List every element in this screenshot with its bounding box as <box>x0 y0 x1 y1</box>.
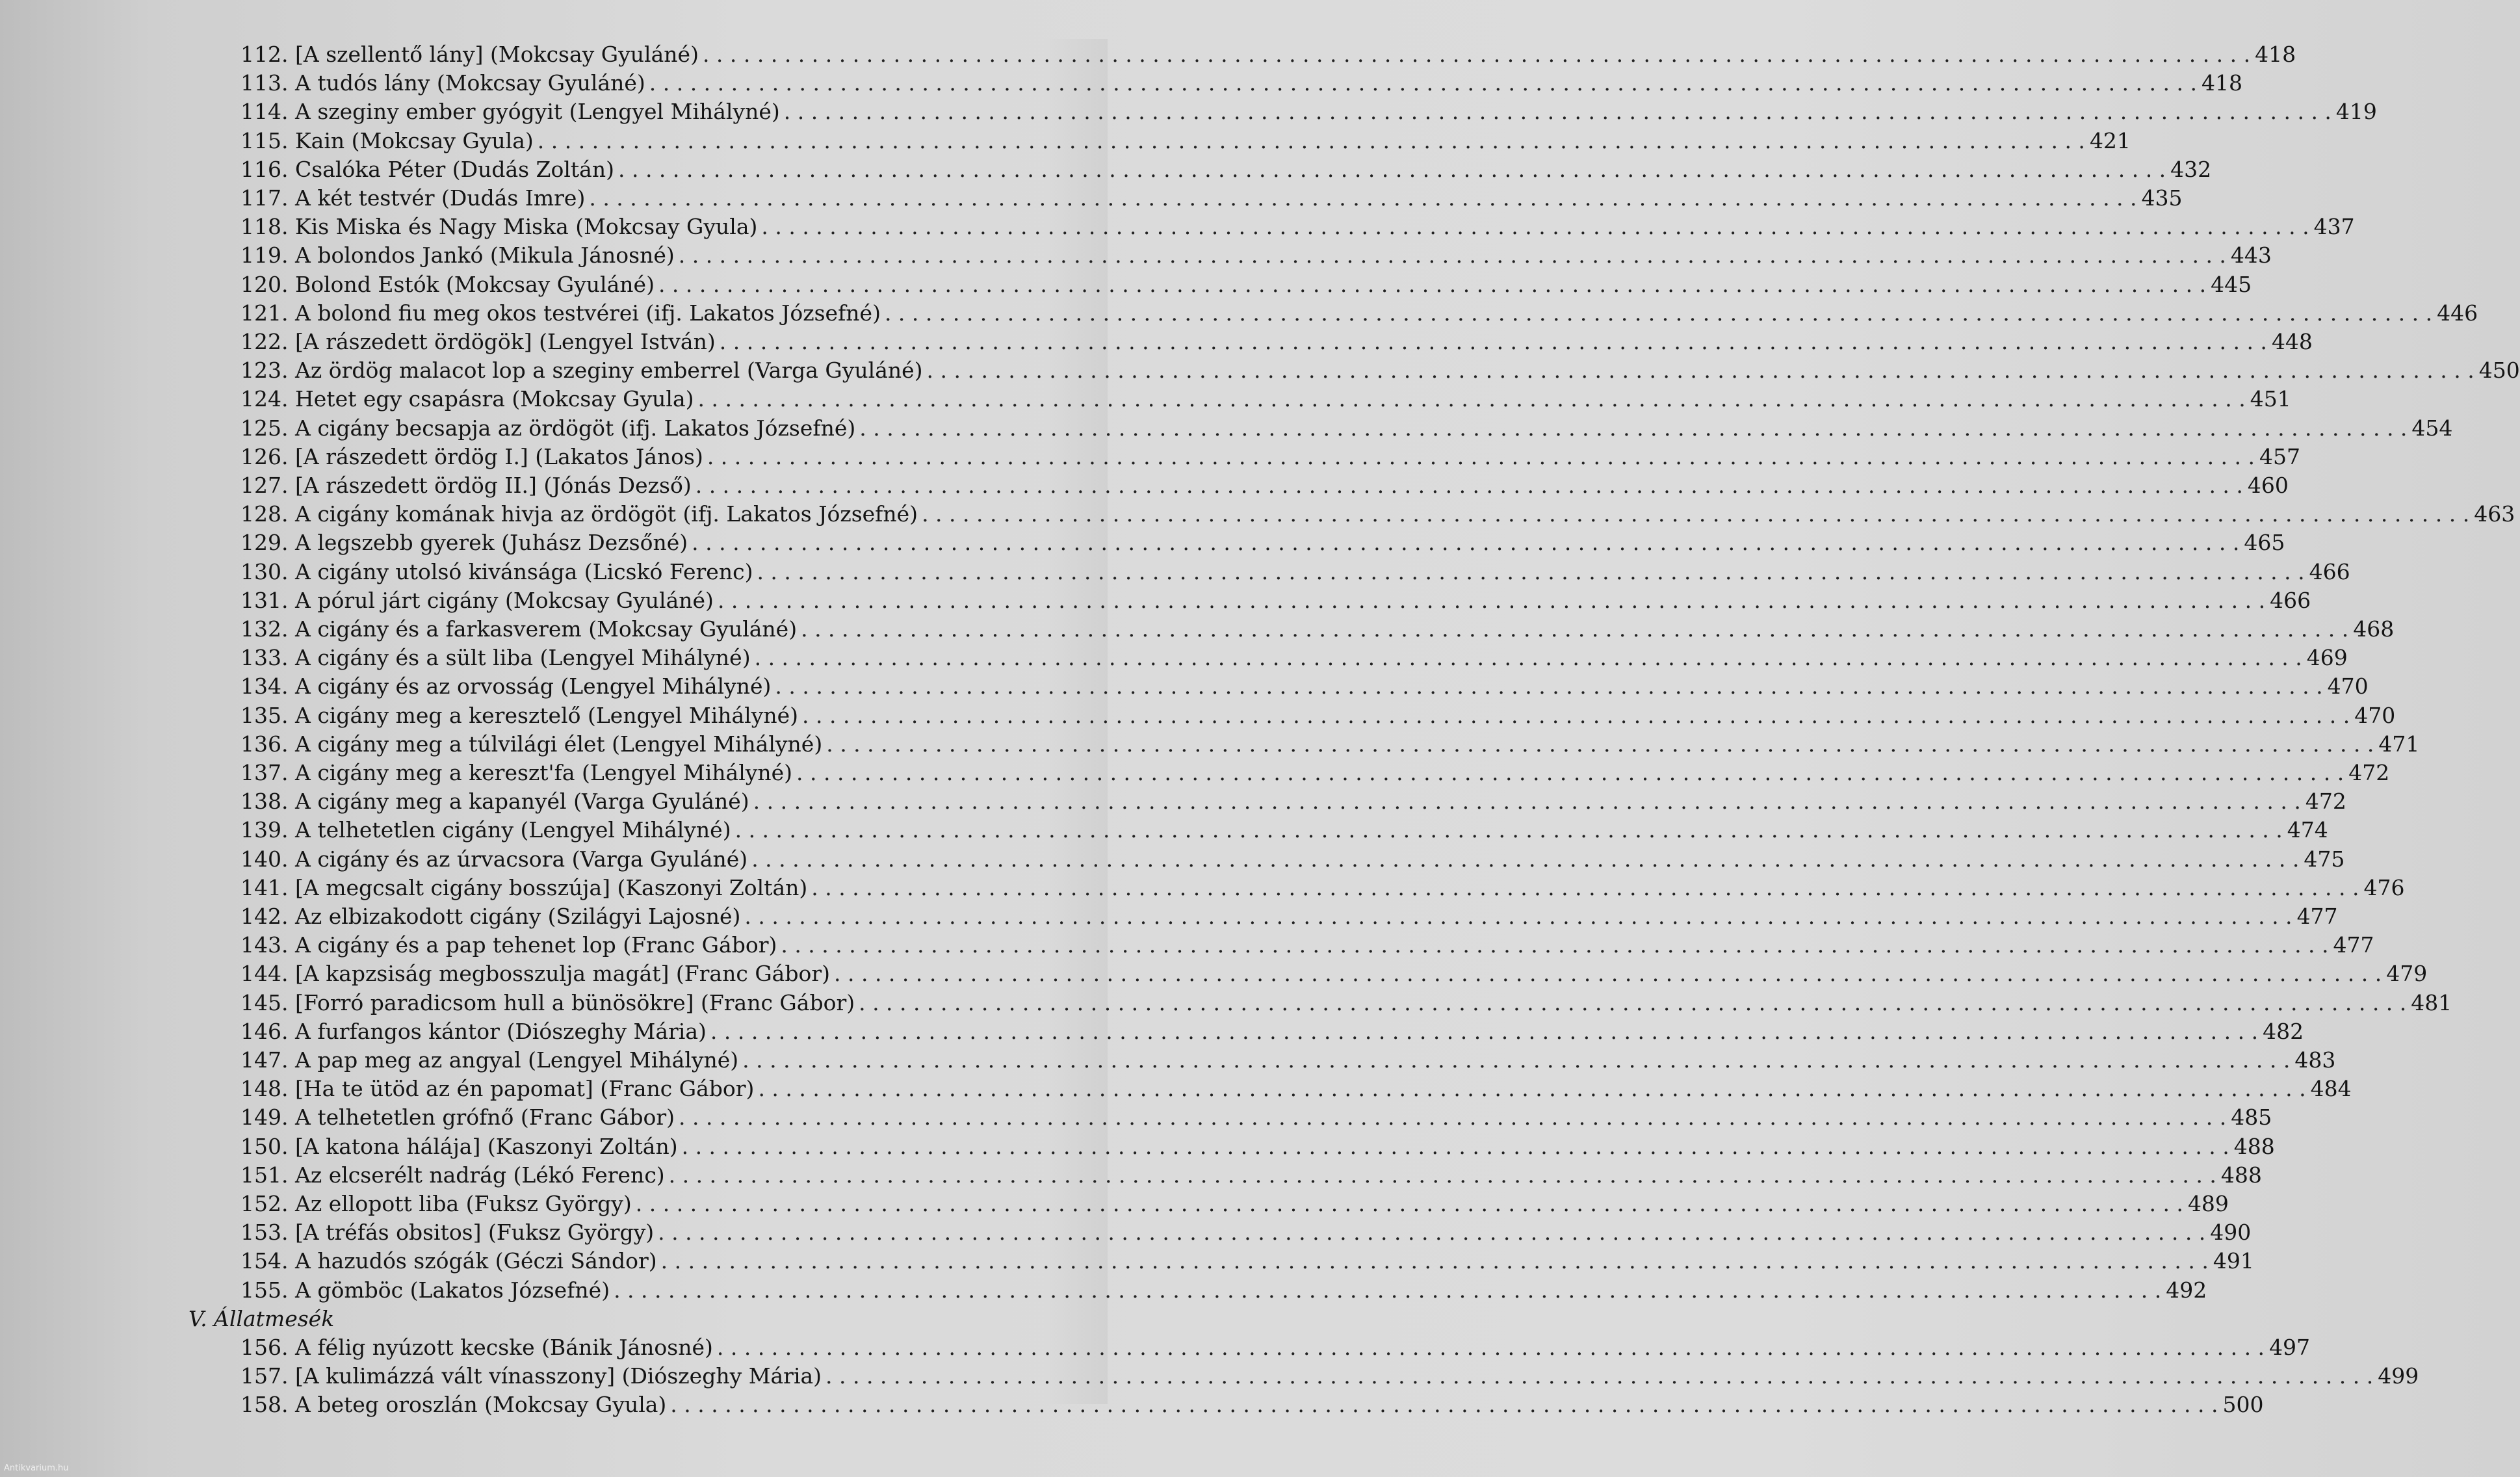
entry-number: 146. <box>240 1018 289 1044</box>
dot-leader <box>713 1333 2265 1362</box>
entry-number: 141. <box>240 874 289 900</box>
entry-number: 137. <box>240 760 289 785</box>
entry-page-number: 465 <box>2244 530 2285 556</box>
dot-leader <box>692 471 2243 500</box>
toc-entry <box>240 902 2338 931</box>
entry-page-number: 466 <box>2270 587 2311 613</box>
entry-title: A telhetetlen cigány (Lengyel Mihályné) <box>295 817 731 843</box>
entry-title: A furfangos kántor (Diószeghy Mária) <box>295 1018 707 1044</box>
dot-leader <box>792 759 2344 787</box>
entry-number: 151. <box>240 1162 289 1188</box>
entry-page-number: 477 <box>2296 904 2338 929</box>
entry-title: Az ördög malacot lop a szeginy emberrel (Varga Gyuláné) <box>295 358 923 384</box>
toc-entry <box>240 127 2131 155</box>
entry-page-number: 445 <box>2211 271 2252 297</box>
entry-number: 115. <box>240 127 289 153</box>
dot-leader <box>657 1247 2209 1275</box>
dot-leader <box>678 1132 2229 1161</box>
entry-page-number: 489 <box>2187 1191 2229 1216</box>
entry-page-number: 483 <box>2294 1047 2336 1073</box>
entry-page-number: 472 <box>2305 789 2346 815</box>
toc-entry <box>240 529 2285 557</box>
entry-page-number: 451 <box>2250 386 2291 412</box>
entry-page-number: 484 <box>2310 1076 2352 1102</box>
entry-title: [Forró paradicsom hull a bünösökre] (Franc Gábor) <box>295 989 855 1015</box>
entry-page-number: 470 <box>2327 673 2369 699</box>
entry-page-number: 437 <box>2313 214 2355 240</box>
dot-leader <box>688 529 2239 557</box>
entry-number: 113. <box>240 70 289 96</box>
toc-entry <box>240 213 2355 241</box>
entry-number: 145. <box>240 989 289 1015</box>
toc-entry <box>240 1161 2262 1190</box>
entry-number: 121. <box>240 300 289 326</box>
entry-page-number: 460 <box>2247 473 2289 498</box>
toc-entry <box>240 69 2242 98</box>
toc-entry <box>240 1276 2207 1305</box>
entry-title: A beteg oroszlán (Mokcsay Gyula) <box>295 1392 667 1418</box>
toc-entry <box>240 443 2301 471</box>
dot-leader <box>780 98 2332 126</box>
entry-page-number: 482 <box>2263 1018 2304 1044</box>
toc-entry <box>240 328 2313 356</box>
entry-number: 128. <box>240 501 289 527</box>
dot-leader <box>777 931 2328 960</box>
entry-page-number: 497 <box>2269 1335 2311 1360</box>
entry-title: A két testvér (Dudás Imre) <box>295 185 586 211</box>
entry-title: Az elcserélt nadrág (Lékó Ferenc) <box>295 1162 665 1188</box>
toc-entry <box>240 385 2291 413</box>
entry-page-number: 468 <box>2353 616 2395 642</box>
entry-number: 114. <box>240 99 289 125</box>
dot-leader <box>822 730 2374 759</box>
entry-number: 124. <box>240 386 289 412</box>
entry-page-number: 443 <box>2230 242 2272 268</box>
dot-leader <box>881 299 2432 328</box>
toc-entry <box>240 759 2390 787</box>
entry-title: A gömböc (Lakatos Józsefné) <box>295 1277 610 1303</box>
toc-entry <box>240 299 2478 328</box>
toc-entry <box>240 40 2296 69</box>
entry-title: A bolondos Jankó (Mikula Jánosné) <box>295 242 675 268</box>
dot-leader <box>798 701 2350 730</box>
toc-entry <box>240 1190 2229 1218</box>
entry-number: 142. <box>240 904 289 929</box>
entry-number: 127. <box>240 473 289 498</box>
entry-title: A cigány meg a kapanyél (Varga Gyuláné) <box>295 789 749 815</box>
entry-title: Az elbizakodott cigány (Szilágyi Lajosné) <box>295 904 741 929</box>
toc-entry <box>240 989 2452 1017</box>
entry-number: 138. <box>240 789 289 815</box>
entry-number: 129. <box>240 530 289 556</box>
entry-page-number: 490 <box>2210 1220 2252 1246</box>
toc-entry <box>240 787 2346 816</box>
entry-number: 132. <box>240 616 289 642</box>
dot-leader <box>749 787 2301 816</box>
entry-page-number: 421 <box>2089 127 2131 153</box>
entry-page-number: 432 <box>2170 156 2212 182</box>
dot-leader <box>675 1103 2226 1132</box>
entry-number: 154. <box>240 1248 289 1274</box>
dot-leader <box>757 213 2309 241</box>
entry-number: 156. <box>240 1335 289 1360</box>
entry-number: 122. <box>240 329 289 354</box>
entry-title: [A rászedett ördög I.] (Lakatos János) <box>295 443 703 469</box>
dot-leader <box>666 1391 2218 1419</box>
entry-title: A bolond fiu meg okos testvérei (ifj. Lakatos Józsefné) <box>295 300 881 326</box>
toc-entry <box>240 960 2428 988</box>
entry-page-number: 479 <box>2386 961 2428 987</box>
toc-entry <box>240 586 2311 615</box>
entry-number: 158. <box>240 1392 289 1418</box>
dot-leader <box>707 1017 2258 1046</box>
entry-number: 130. <box>240 558 289 584</box>
entry-title: A cigány becsapja az ördögöt (ifj. Lakatos Józsefné) <box>295 415 856 441</box>
entry-number: 157. <box>240 1363 289 1389</box>
dot-leader <box>632 1190 2183 1218</box>
entry-number: 126. <box>240 443 289 469</box>
entry-title: [A kulimázzá vált vínasszony] (Diószeghy Mária) <box>295 1363 822 1389</box>
toc-entry <box>240 730 2420 759</box>
dot-leader <box>855 414 2407 443</box>
entry-title: A telhetetlen grófnő (Franc Gábor) <box>295 1104 675 1131</box>
entry-page-number: 469 <box>2306 645 2348 671</box>
toc-entry <box>240 500 2515 529</box>
toc-entry <box>240 356 2520 385</box>
entry-number: 119. <box>240 242 289 268</box>
entry-page-number: 471 <box>2378 731 2420 757</box>
entry-title: Bolond Estók (Mokcsay Gyuláné) <box>295 271 655 297</box>
dot-leader <box>923 356 2475 385</box>
entry-number: 133. <box>240 645 289 671</box>
dot-leader <box>534 127 2085 155</box>
toc-entry <box>240 1075 2352 1103</box>
entry-title: A szeginy ember gyógyit (Lengyel Mihályné) <box>295 99 780 125</box>
toc-entry <box>240 1132 2275 1161</box>
dot-leader <box>614 155 2166 184</box>
entry-page-number: 418 <box>2201 70 2242 96</box>
entry-number: 152. <box>240 1191 289 1216</box>
entry-number: 148. <box>240 1076 289 1102</box>
entry-page-number: 418 <box>2255 42 2296 67</box>
entry-page-number: 481 <box>2411 989 2452 1015</box>
entry-number: 155. <box>240 1277 289 1303</box>
entry-number: 123. <box>240 358 289 384</box>
dot-leader <box>665 1161 2216 1190</box>
dot-leader <box>655 270 2206 299</box>
toc-entry <box>240 874 2405 902</box>
dot-leader <box>714 586 2265 615</box>
dot-leader <box>771 672 2322 701</box>
toc-entry <box>240 1391 2264 1419</box>
entry-title: A pap meg az angyal (Lengyel Mihályné) <box>295 1047 739 1073</box>
dot-leader <box>918 500 2469 529</box>
entry-title: [A megcsalt cigány bosszúja] (Kaszonyi Zoltán) <box>295 874 808 900</box>
dot-leader <box>731 816 2283 844</box>
entry-number: 131. <box>240 587 289 613</box>
dot-leader <box>694 385 2246 413</box>
toc-entry <box>240 845 2345 874</box>
toc-entry <box>240 155 2212 184</box>
entry-page-number: 492 <box>2166 1277 2207 1303</box>
entry-number: 116. <box>240 156 289 182</box>
entry-number: 150. <box>240 1133 289 1159</box>
dot-leader <box>751 644 2302 672</box>
entry-page-number: 448 <box>2271 329 2313 354</box>
entry-page-number: 475 <box>2304 846 2345 872</box>
entry-title: A cigány meg a keresztelő (Lengyel Mihályné) <box>295 702 799 728</box>
toc-entry <box>240 1046 2336 1075</box>
dot-leader <box>830 960 2382 988</box>
toc-entry <box>240 816 2328 844</box>
entry-page-number: 488 <box>2220 1162 2262 1188</box>
entry-number: 125. <box>240 415 289 441</box>
toc-entry <box>240 270 2252 299</box>
entry-title: A cigány komának hivja az ördögöt (ifj. Lakatos Józsefné) <box>295 501 918 527</box>
entry-title: A pórul járt cigány (Mokcsay Gyuláné) <box>295 587 714 613</box>
dot-leader <box>747 845 2299 874</box>
toc-entry <box>240 471 2289 500</box>
dot-leader <box>754 1075 2306 1103</box>
watermark: Antikvarium.hu <box>4 1463 69 1473</box>
toc-entry <box>240 672 2369 701</box>
entry-page-number: 454 <box>2411 415 2453 441</box>
entry-page-number: 477 <box>2333 932 2374 958</box>
toc-entry <box>240 1017 2304 1046</box>
dot-leader <box>699 40 2250 69</box>
dot-leader <box>716 328 2267 356</box>
entry-number: 112. <box>240 42 289 67</box>
dot-leader <box>585 184 2137 213</box>
entry-title: A cigány és az úrvacsora (Varga Gyuláné) <box>295 846 748 872</box>
entry-page-number: 500 <box>2222 1392 2264 1418</box>
toc-entry <box>240 701 2396 730</box>
dot-leader <box>675 241 2226 270</box>
entry-page-number: 485 <box>2231 1104 2272 1131</box>
entry-page-number: 476 <box>2363 874 2405 900</box>
entry-title: A hazudós szógák (Géczi Sándor) <box>295 1248 657 1274</box>
dot-leader <box>654 1218 2205 1247</box>
entry-number: 134. <box>240 673 289 699</box>
entry-page-number: 474 <box>2287 817 2328 843</box>
toc-entry <box>240 98 2377 126</box>
entry-title: Hetet egy csapásra (Mokcsay Gyula) <box>295 386 694 412</box>
entry-title: A cigány és az orvosság (Lengyel Mihályné) <box>295 673 772 699</box>
entry-number: 149. <box>240 1104 289 1131</box>
entry-title: A cigány és a farkasverem (Mokcsay Gyuláné) <box>295 616 798 642</box>
toc-entry <box>240 558 2350 586</box>
entry-number: 118. <box>240 214 289 240</box>
entry-page-number: 457 <box>2259 443 2301 469</box>
toc-entry <box>240 931 2374 960</box>
dot-leader <box>610 1276 2161 1305</box>
entry-page-number: 491 <box>2213 1248 2254 1274</box>
entry-title: Csalóka Péter (Dudás Zoltán) <box>295 156 614 182</box>
entry-number: 117. <box>240 185 289 211</box>
entry-page-number: 488 <box>2233 1133 2275 1159</box>
toc-entry <box>240 414 2453 443</box>
entry-title: A cigány meg a kereszt'fa (Lengyel Mihályné) <box>295 760 793 785</box>
entry-title: Kis Miska és Nagy Miska (Mokcsay Gyula) <box>295 214 758 240</box>
entry-title: A félig nyúzott kecske (Bánik Jánosné) <box>295 1335 713 1360</box>
entry-title: A legszebb gyerek (Juhász Dezsőné) <box>295 530 688 556</box>
section-heading: V. Állatmesék <box>188 1305 335 1331</box>
toc-entry <box>240 1333 2311 1362</box>
entry-page-number: 466 <box>2309 558 2350 584</box>
entry-page-number: 499 <box>2378 1363 2419 1389</box>
entry-title: [A rászedett ördögök] (Lengyel István) <box>295 329 716 354</box>
entry-page-number: 472 <box>2348 760 2390 785</box>
entry-title: Az ellopott liba (Fuksz György) <box>295 1191 632 1216</box>
toc-entry <box>240 1362 2419 1391</box>
entry-page-number: 435 <box>2141 185 2183 211</box>
toc-entry <box>240 1247 2254 1275</box>
dot-leader <box>740 902 2292 931</box>
toc-entry <box>240 184 2183 213</box>
entry-page-number: 463 <box>2474 501 2515 527</box>
toc-entry <box>240 1218 2252 1247</box>
dot-leader <box>807 874 2359 902</box>
dot-leader <box>822 1362 2373 1391</box>
entry-number: 140. <box>240 846 289 872</box>
toc-entry <box>240 241 2272 270</box>
entry-number: 143. <box>240 932 289 958</box>
entry-number: 139. <box>240 817 289 843</box>
entry-title: Kain (Mokcsay Gyula) <box>295 127 534 153</box>
entry-number: 144. <box>240 961 289 987</box>
entry-page-number: 419 <box>2335 99 2377 125</box>
entry-title: [A kapzsiság megbosszulja magát] (Franc Gábor) <box>295 961 831 987</box>
entry-title: A cigány és a sült liba (Lengyel Mihályné) <box>295 645 751 671</box>
entry-title: [A tréfás obsitos] (Fuksz György) <box>295 1220 655 1246</box>
entry-title: [A rászedett ördög II.] (Jónás Dezső) <box>295 473 692 498</box>
entry-page-number: 450 <box>2478 358 2520 384</box>
entry-number: 153. <box>240 1220 289 1246</box>
entry-page-number: 470 <box>2354 702 2396 728</box>
dot-leader <box>738 1046 2290 1075</box>
toc-entry <box>240 615 2395 644</box>
entry-number: 136. <box>240 731 289 757</box>
toc-entry <box>240 644 2348 672</box>
entry-title: [A szellentő lány] (Mokcsay Gyuláné) <box>295 42 699 67</box>
dot-leader <box>753 558 2304 586</box>
entry-title: [A katona hálája] (Kaszonyi Zoltán) <box>295 1133 678 1159</box>
entry-title: [Ha te ütöd az én papomat] (Franc Gábor) <box>295 1076 755 1102</box>
entry-title: A tudós lány (Mokcsay Gyuláné) <box>295 70 645 96</box>
dot-leader <box>855 989 2406 1017</box>
dot-leader <box>645 69 2197 98</box>
entry-number: 120. <box>240 271 289 297</box>
dot-leader <box>797 615 2348 644</box>
entry-number: 147. <box>240 1047 289 1073</box>
entry-page-number: 446 <box>2437 300 2478 326</box>
dot-leader <box>703 443 2255 471</box>
entry-title: A cigány meg a túlvilági élet (Lengyel Mihályné) <box>295 731 823 757</box>
entry-number: 135. <box>240 702 289 728</box>
toc-entry <box>240 1103 2272 1132</box>
entry-title: A cigány utolsó kivánsága (Licskó Ferenc) <box>295 558 753 584</box>
entry-title: A cigány és a pap tehenet lop (Franc Gábor) <box>295 932 777 958</box>
